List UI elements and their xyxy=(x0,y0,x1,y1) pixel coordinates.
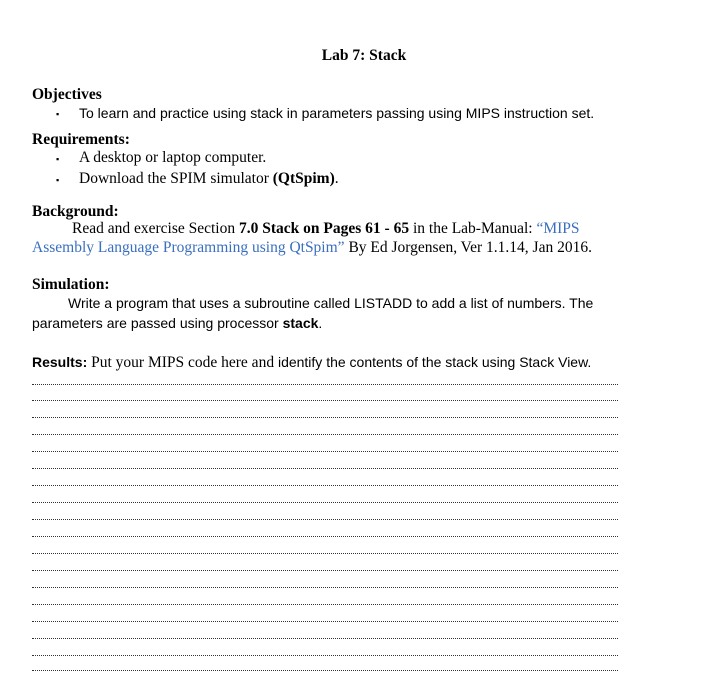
background-heading: Background: xyxy=(32,203,119,220)
answer-line[interactable] xyxy=(32,553,618,554)
stack-keyword: stack xyxy=(282,315,319,331)
answer-line[interactable] xyxy=(32,485,618,486)
answer-line[interactable] xyxy=(32,384,618,385)
answer-line[interactable] xyxy=(32,502,618,503)
answer-line[interactable] xyxy=(32,519,618,520)
answer-line[interactable] xyxy=(32,536,618,537)
answer-line[interactable] xyxy=(32,621,618,622)
background-text-line1: Read and exercise Section 7.0 Stack on Pages 61 - 65 in the Lab-Manual: “MIPS xyxy=(72,220,580,237)
answer-line[interactable] xyxy=(32,570,618,571)
answer-line[interactable] xyxy=(32,417,618,418)
answer-line[interactable] xyxy=(32,400,618,401)
bullet-icon: ▪ xyxy=(56,154,60,164)
answer-line[interactable] xyxy=(32,468,618,469)
manual-title-link[interactable]: Assembly Language Programming using QtSpim” xyxy=(32,239,345,256)
page-title: Lab 7: Stack xyxy=(321,47,407,64)
background-text-line2: Assembly Language Programming using QtSpim” By Ed Jorgensen, Ver 1.1.14, Jan 2016. xyxy=(32,239,592,256)
results-line: Results: Put your MIPS code here and identify the contents of the stack using Stack View. xyxy=(32,354,592,371)
answer-line[interactable] xyxy=(32,604,618,605)
simulation-text-line1: Write a program that uses a subroutine called LISTADD to add a list of numbers. The xyxy=(68,295,594,311)
answer-line[interactable] xyxy=(32,655,618,656)
requirement-item: A desktop or laptop computer. xyxy=(79,149,267,166)
simulation-heading: Simulation: xyxy=(32,276,110,293)
qtspim-name: (QtSpim) xyxy=(272,170,335,187)
simulation-text-line2: parameters are passed using processor stack. xyxy=(32,315,323,331)
section-reference: 7.0 Stack on Pages 61 - 65 xyxy=(239,220,410,237)
objectives-heading: Objectives xyxy=(32,86,102,103)
results-label: Results: xyxy=(32,354,88,370)
answer-line[interactable] xyxy=(32,451,618,452)
answer-line[interactable] xyxy=(32,434,618,435)
answer-line[interactable] xyxy=(32,587,618,588)
answer-line[interactable] xyxy=(32,670,618,671)
manual-title-link[interactable]: “MIPS xyxy=(536,220,580,237)
requirements-heading: Requirements: xyxy=(32,131,130,148)
objective-item: To learn and practice using stack in parameters passing using MIPS instruction set. xyxy=(79,105,595,121)
bullet-icon: ▪ xyxy=(56,175,60,185)
requirement-item: Download the SPIM simulator (QtSpim). xyxy=(79,170,339,187)
answer-line[interactable] xyxy=(32,638,618,639)
bullet-icon: ▪ xyxy=(56,109,60,119)
